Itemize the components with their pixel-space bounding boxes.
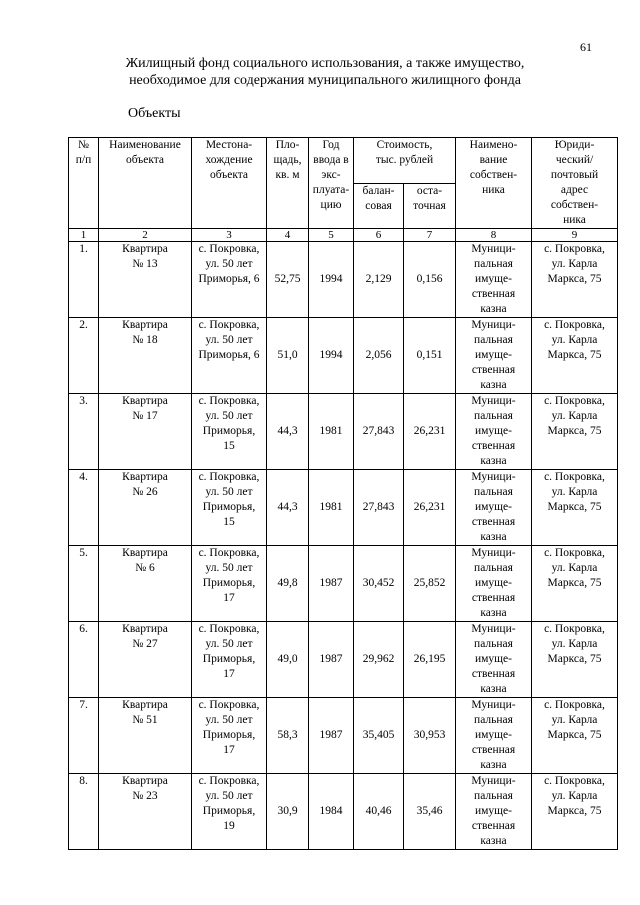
row-number: 2. <box>69 318 99 394</box>
commissioning-year: 1981 <box>309 394 354 470</box>
object-area: 30,9 <box>267 774 309 850</box>
cell-line: ул. 50 лет <box>205 562 253 574</box>
cell-line: имуще- <box>475 653 512 665</box>
table-row <box>69 546 618 622</box>
cell-line: Приморья, <box>202 425 256 437</box>
cell-line: Маркса, 75 <box>547 805 602 817</box>
cell-line: оста- <box>416 184 443 197</box>
cell-line: пальная <box>474 562 513 574</box>
cell-line: Маркса, 75 <box>547 425 602 437</box>
cell-line: Квартира <box>122 319 168 331</box>
owner-address <box>532 698 618 774</box>
cell-line: Год <box>322 139 340 151</box>
header-residual <box>404 183 456 229</box>
cell-line: Муници- <box>471 775 516 787</box>
object-location <box>192 546 267 622</box>
cell-line: вание <box>479 154 508 166</box>
header-balance <box>354 183 404 229</box>
cell-line: ственная <box>471 744 516 756</box>
residual-cost: 26,231 <box>404 470 456 546</box>
object-location <box>192 774 267 850</box>
cell-line: Муници- <box>471 319 516 331</box>
cell-line: пальная <box>474 486 513 498</box>
cell-line: с. Покровка, <box>544 775 605 787</box>
cell-line: ника <box>563 214 586 226</box>
cell-line: имуще- <box>475 501 512 513</box>
owner-name <box>456 546 532 622</box>
owner-name <box>456 622 532 698</box>
cell-line: ул. 50 лет <box>205 258 253 270</box>
cell-line: ственная <box>471 364 516 376</box>
cell-line: собствен- <box>550 199 599 211</box>
residual-cost: 0,156 <box>404 242 456 318</box>
row-number: 1. <box>69 242 99 318</box>
cell-line: с. Покровка, <box>544 319 605 331</box>
cell-line: ул. 50 лет <box>205 486 253 498</box>
cell-line: Муници- <box>471 395 516 407</box>
cell-line: с. Покровка, <box>198 775 260 787</box>
cell-line: точная <box>413 199 446 212</box>
header-year <box>309 138 354 229</box>
cell-line: Квартира <box>122 623 168 635</box>
cell-line: пальная <box>474 410 513 422</box>
balance-cost: 29,962 <box>354 622 404 698</box>
page-number: 61 <box>580 40 592 54</box>
cell-line: цию <box>320 199 342 211</box>
object-name <box>99 546 192 622</box>
cell-line: № 51 <box>132 714 158 726</box>
owner-name <box>456 242 532 318</box>
object-name <box>99 470 192 546</box>
column-number: 1 <box>69 229 99 242</box>
cell-line: совая <box>365 199 392 212</box>
cell-line: имуще- <box>475 349 512 361</box>
column-number: 5 <box>309 229 354 242</box>
table-row <box>69 622 618 698</box>
cell-line: Квартира <box>122 243 168 255</box>
cell-line: собствен- <box>469 169 518 181</box>
cell-line: Муници- <box>471 623 516 635</box>
cell-line: балан- <box>362 184 395 197</box>
cell-line: ул. 50 лет <box>205 638 253 650</box>
owner-name <box>456 774 532 850</box>
column-number: 3 <box>192 229 267 242</box>
cell-line: пальная <box>474 790 513 802</box>
cell-line: Муници- <box>471 243 516 255</box>
cell-line: казна <box>480 683 507 695</box>
cell-line: ул. Карла <box>551 258 598 270</box>
cell-line: № 17 <box>132 410 158 422</box>
commissioning-year: 1981 <box>309 470 354 546</box>
header-cost <box>354 138 456 184</box>
cell-line: ул. 50 лет <box>205 410 253 422</box>
object-area: 49,0 <box>267 622 309 698</box>
cell-line: ственная <box>471 516 516 528</box>
owner-address <box>532 546 618 622</box>
cell-line: пальная <box>474 258 513 270</box>
cell-line: с. Покровка, <box>198 547 260 559</box>
cell-line: ственная <box>471 440 516 452</box>
header-location <box>192 138 267 229</box>
cell-line: Маркса, 75 <box>547 501 602 513</box>
cell-line: Юриди- <box>554 139 595 151</box>
cell-line: ческий/ <box>555 154 594 166</box>
residual-cost: 35,46 <box>404 774 456 850</box>
table-row <box>69 318 618 394</box>
cell-line: 15 <box>223 516 235 528</box>
cell-line: объекта <box>209 169 249 181</box>
cell-line: 17 <box>223 668 235 680</box>
table-row <box>69 242 618 318</box>
cell-line: экс- <box>321 169 341 181</box>
residual-cost: 26,195 <box>404 622 456 698</box>
cell-line: Квартира <box>122 395 168 407</box>
residual-cost: 0,151 <box>404 318 456 394</box>
cell-line: казна <box>480 835 507 847</box>
cell-line: кв. м <box>275 169 300 181</box>
cell-line: Маркса, 75 <box>547 653 602 665</box>
object-area: 58,3 <box>267 698 309 774</box>
cell-line: 17 <box>223 744 235 756</box>
object-location <box>192 470 267 546</box>
balance-cost: 35,405 <box>354 698 404 774</box>
header-row <box>69 138 618 184</box>
cell-line: Маркса, 75 <box>547 273 602 285</box>
cell-line: с. Покровка, <box>198 243 260 255</box>
row-number: 6. <box>69 622 99 698</box>
cell-line: ственная <box>471 592 516 604</box>
cell-line: имуще- <box>475 273 512 285</box>
cell-line: ул. Карла <box>551 334 598 346</box>
cell-line: ул. Карла <box>551 410 598 422</box>
cell-line: Стоимость, <box>376 139 433 151</box>
header-area <box>267 138 309 229</box>
owner-address <box>532 622 618 698</box>
residual-cost: 25,852 <box>404 546 456 622</box>
cell-line: ул. Карла <box>551 638 598 650</box>
table-row <box>69 470 618 546</box>
object-name <box>99 622 192 698</box>
row-number: 8. <box>69 774 99 850</box>
cell-line: с. Покровка, <box>544 547 605 559</box>
owner-address <box>532 774 618 850</box>
header-address <box>532 138 618 229</box>
cell-line: № <box>78 139 89 151</box>
cell-line: ввода в <box>313 154 349 166</box>
object-area: 51,0 <box>267 318 309 394</box>
commissioning-year: 1994 <box>309 242 354 318</box>
cell-line: № 18 <box>132 334 158 346</box>
cell-line: 15 <box>223 440 235 452</box>
cell-line: с. Покровка, <box>544 243 605 255</box>
cell-line: ственная <box>471 820 516 832</box>
object-location <box>192 622 267 698</box>
owner-address <box>532 470 618 546</box>
header-owner <box>456 138 532 229</box>
cell-line: № 23 <box>132 790 158 802</box>
cell-line: с. Покровка, <box>198 699 260 711</box>
cell-line: объекта <box>125 154 165 166</box>
commissioning-year: 1987 <box>309 546 354 622</box>
cell-line: Маркса, 75 <box>547 349 602 361</box>
title-line-1: Жилищный фонд социального использования, а также имущество, <box>125 56 525 71</box>
cell-line: Муници- <box>471 699 516 711</box>
cell-line: казна <box>480 379 507 391</box>
objects-table-body <box>69 242 618 850</box>
cell-line: ул. Карла <box>551 714 598 726</box>
cell-line: 19 <box>223 820 235 832</box>
objects-table <box>68 137 618 850</box>
commissioning-year: 1987 <box>309 622 354 698</box>
cell-line: № 26 <box>132 486 158 498</box>
object-location <box>192 242 267 318</box>
object-name <box>99 698 192 774</box>
cell-line: Наименование <box>109 139 181 151</box>
table-row <box>69 698 618 774</box>
cell-line: Квартира <box>122 547 168 559</box>
cell-line: ул. 50 лет <box>205 790 253 802</box>
cell-line: Приморья, <box>202 501 256 513</box>
cell-line: Квартира <box>122 699 168 711</box>
cell-line: казна <box>480 607 507 619</box>
cell-line: 17 <box>223 592 235 604</box>
cell-line: Маркса, 75 <box>547 729 602 741</box>
cell-line: ул. Карла <box>551 562 598 574</box>
cell-line: № 6 <box>135 562 155 574</box>
cell-line: плуата- <box>312 184 350 196</box>
cell-line: Приморья, 6 <box>198 349 260 361</box>
cell-line: казна <box>480 759 507 771</box>
object-area: 52,75 <box>267 242 309 318</box>
residual-cost: 30,953 <box>404 698 456 774</box>
cell-line: щадь, <box>273 154 302 166</box>
object-name <box>99 774 192 850</box>
header-name <box>99 138 192 229</box>
cell-line: ул. Карла <box>551 790 598 802</box>
cell-line: пальная <box>474 638 513 650</box>
cell-line: с. Покровка, <box>198 471 260 483</box>
owner-name <box>456 470 532 546</box>
owner-name <box>456 698 532 774</box>
cell-line: Приморья, 6 <box>198 273 260 285</box>
balance-cost: 27,843 <box>354 470 404 546</box>
column-number: 8 <box>456 229 532 242</box>
cell-line: ул. Карла <box>551 486 598 498</box>
title-line-2: необходимое для содержания муниципального жилищного фонда <box>129 73 521 88</box>
owner-address <box>532 242 618 318</box>
owner-address <box>532 318 618 394</box>
cell-line: казна <box>480 455 507 467</box>
cell-line: казна <box>480 303 507 315</box>
balance-cost: 2,056 <box>354 318 404 394</box>
section-title: Объекты <box>128 106 181 121</box>
column-number: 2 <box>99 229 192 242</box>
cell-line: имуще- <box>475 577 512 589</box>
object-location <box>192 318 267 394</box>
row-number: 3. <box>69 394 99 470</box>
column-number: 9 <box>532 229 618 242</box>
cell-line: хождение <box>205 154 253 166</box>
owner-name <box>456 394 532 470</box>
balance-cost: 30,452 <box>354 546 404 622</box>
cell-line: имуще- <box>475 425 512 437</box>
object-location <box>192 698 267 774</box>
column-number: 7 <box>404 229 456 242</box>
column-numbers-row <box>69 229 618 242</box>
cell-line: с. Покровка, <box>544 471 605 483</box>
cell-line: казна <box>480 531 507 543</box>
cell-line: ул. 50 лет <box>205 334 253 346</box>
cell-line: с. Покровка, <box>544 623 605 635</box>
cell-line: с. Покровка, <box>544 395 605 407</box>
object-area: 44,3 <box>267 394 309 470</box>
column-number: 4 <box>267 229 309 242</box>
residual-cost: 26,231 <box>404 394 456 470</box>
cell-line: ул. 50 лет <box>205 714 253 726</box>
cell-line: ственная <box>471 668 516 680</box>
object-name <box>99 394 192 470</box>
commissioning-year: 1994 <box>309 318 354 394</box>
document-title <box>100 55 550 89</box>
object-area: 49,8 <box>267 546 309 622</box>
object-name <box>99 318 192 394</box>
cell-line: Муници- <box>471 547 516 559</box>
cell-line: с. Покровка, <box>198 319 260 331</box>
cell-line: пальная <box>474 334 513 346</box>
cell-line: тыс. рублей <box>375 154 434 166</box>
cell-line: с. Покровка, <box>544 699 605 711</box>
cell-line: адрес <box>560 184 589 196</box>
object-location <box>192 394 267 470</box>
object-name <box>99 242 192 318</box>
balance-cost: 2,129 <box>354 242 404 318</box>
balance-cost: 27,843 <box>354 394 404 470</box>
cell-line: Пло- <box>275 139 300 151</box>
cell-line: с. Покровка, <box>198 395 260 407</box>
cell-line: имуще- <box>475 729 512 741</box>
cell-line: почтовый <box>550 169 599 181</box>
table-row <box>69 394 618 470</box>
cell-line: Приморья, <box>202 805 256 817</box>
balance-cost: 40,46 <box>354 774 404 850</box>
cell-line: Квартира <box>122 775 168 787</box>
cell-line: Наимено- <box>469 139 518 151</box>
table-row <box>69 774 618 850</box>
object-area: 44,3 <box>267 470 309 546</box>
cell-line: Приморья, <box>202 653 256 665</box>
header-num <box>69 138 99 229</box>
column-number: 6 <box>354 229 404 242</box>
cell-line: ственная <box>471 288 516 300</box>
cell-line: Приморья, <box>202 577 256 589</box>
commissioning-year: 1987 <box>309 698 354 774</box>
cell-line: № 13 <box>132 258 158 270</box>
cell-line: Местона- <box>205 139 253 151</box>
commissioning-year: 1984 <box>309 774 354 850</box>
cell-line: № 27 <box>132 638 158 650</box>
cell-line: Приморья, <box>202 729 256 741</box>
cell-line: ника <box>482 184 505 196</box>
cell-line: Маркса, 75 <box>547 577 602 589</box>
cell-line: Муници- <box>471 471 516 483</box>
row-number: 4. <box>69 470 99 546</box>
cell-line: имуще- <box>475 805 512 817</box>
cell-line: пальная <box>474 714 513 726</box>
cell-line: с. Покровка, <box>198 623 260 635</box>
owner-name <box>456 318 532 394</box>
owner-address <box>532 394 618 470</box>
cell-line: Квартира <box>122 471 168 483</box>
row-number: 7. <box>69 698 99 774</box>
row-number: 5. <box>69 546 99 622</box>
cell-line: п/п <box>75 154 92 166</box>
